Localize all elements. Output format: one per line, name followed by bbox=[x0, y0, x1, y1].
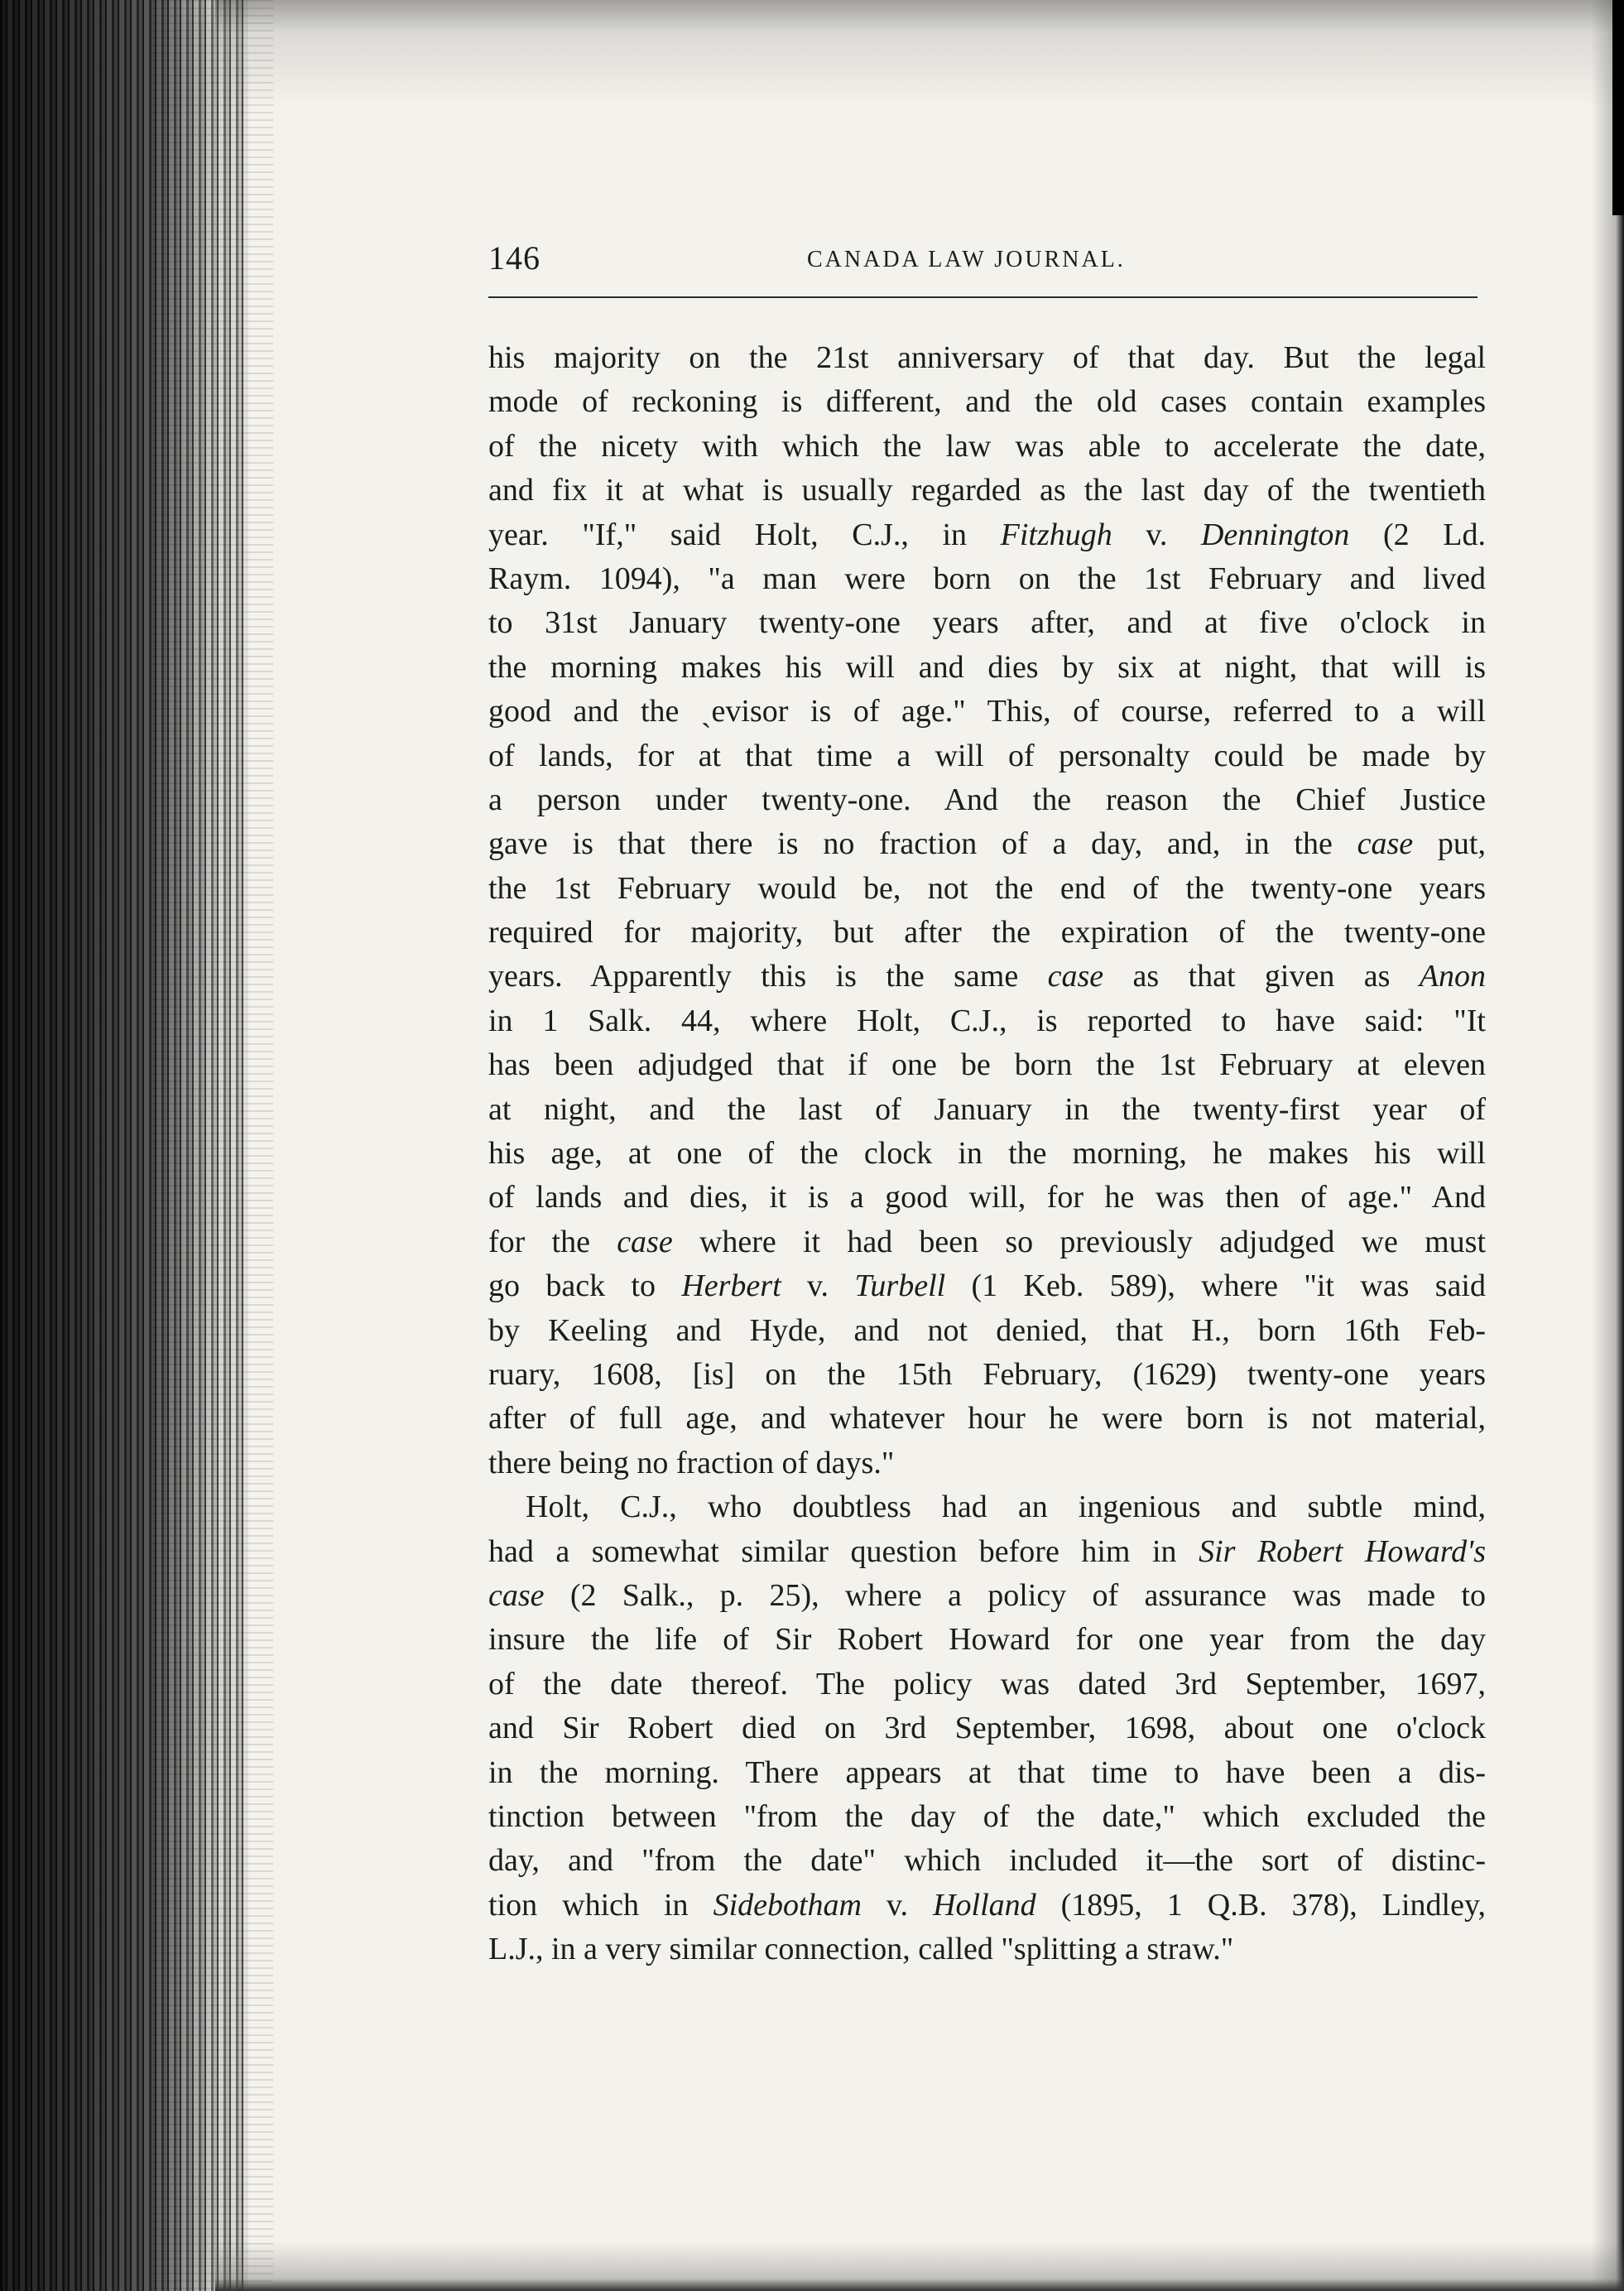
text-line: by Keeling and Hyde, and not denied, that H., born 16th Feb- bbox=[488, 1312, 1486, 1348]
text-line: day, and "from the date" which included it—the sort of distinc- bbox=[488, 1843, 1486, 1879]
text-line: his majority on the 21st anniversary of that day. But the legal bbox=[488, 340, 1486, 375]
text-line: tion which in Sidebotham v. Holland (1895, 1 Q.B. 378), Lindley, bbox=[488, 1887, 1486, 1923]
right-top-edge bbox=[1612, 0, 1624, 215]
right-edge-shadow bbox=[1591, 0, 1624, 2291]
text-line: ruary, 1608, [is] on the 15th February, (1629) twenty-one years bbox=[488, 1356, 1486, 1392]
text-line: insure the life of Sir Robert Howard for one year from the day bbox=[488, 1622, 1486, 1658]
page-header bbox=[488, 233, 1477, 283]
text-line: L.J., in a very similar connection, called "splitting a straw." bbox=[488, 1932, 1234, 1967]
text-line: required for majority, but after the expiration of the twenty-one bbox=[488, 915, 1486, 951]
text-line: of the date thereof. The policy was dated 3rd September, 1697, bbox=[488, 1666, 1486, 1701]
text-line: his age, at one of the clock in the morning, he makes his will bbox=[488, 1136, 1486, 1172]
header-rule bbox=[488, 296, 1477, 298]
text-line: of lands and dies, it is a good will, for he was then of age." And bbox=[488, 1180, 1486, 1215]
top-edge-shadow bbox=[215, 0, 1624, 108]
text-line: case (2 Salk., p. 25), where a policy of assurance was made to bbox=[488, 1577, 1486, 1613]
text-line: of the nicety with which the law was able to accelerate the date, bbox=[488, 428, 1486, 464]
text-line: mode of reckoning is different, and the old cases contain examples bbox=[488, 384, 1486, 420]
text-line: had a somewhat similar question before him in Sir Robert Howard's bbox=[488, 1533, 1486, 1569]
text-line: a person under twenty-one. And the reason the Chief Justice bbox=[488, 782, 1486, 817]
text-line: tinction between "from the day of the date," which excluded the bbox=[488, 1798, 1486, 1834]
text-line: to 31st January twenty-one years after, and at five o'clock in bbox=[488, 605, 1486, 641]
text-line: the morning makes his will and dies by six at night, that will is bbox=[488, 649, 1486, 685]
text-line: for the case where it had been so previously adjudged we must bbox=[488, 1224, 1486, 1259]
text-line: and fix it at what is usually regarded as the last day of the twentieth bbox=[488, 473, 1486, 508]
text-line: Raym. 1094), "a man were born on the 1st February and lived bbox=[488, 561, 1486, 596]
text-line: in 1 Salk. 44, where Holt, C.J., is reported to have said: "It bbox=[488, 1003, 1486, 1038]
text-line: gave is that there is no fraction of a day, and, in the case put, bbox=[488, 826, 1486, 862]
bottom-edge-shadow bbox=[215, 2241, 1624, 2291]
text-line: at night, and the last of January in the twenty-first year of bbox=[488, 1091, 1486, 1127]
page-number: 146 bbox=[488, 239, 541, 277]
running-head: CANADA LAW JOURNAL. bbox=[807, 247, 1126, 272]
text-line: the 1st February would be, not the end of the twenty-one years bbox=[488, 870, 1486, 906]
text-line: has been adjudged that if one be born the 1st February at eleven bbox=[488, 1047, 1486, 1083]
text-line: and Sir Robert died on 3rd September, 1698, about one o'clock bbox=[488, 1711, 1486, 1746]
text-line: of lands, for at that time a will of personalty could be made by bbox=[488, 738, 1486, 773]
binding-speckle bbox=[149, 0, 273, 2291]
text-line: in the morning. There appears at that time to have been a dis- bbox=[488, 1754, 1486, 1790]
text-line: good and the ˏevisor is of age." This, of course, referred to a will bbox=[488, 694, 1486, 729]
body-text bbox=[488, 336, 1486, 1971]
text-line: years. Apparently this is the same case as that given as Anon bbox=[488, 959, 1486, 994]
text-line: there being no fraction of days." bbox=[488, 1445, 895, 1480]
text-line: year. "If," said Holt, C.J., in Fitzhugh v. Dennington (2 Ld. bbox=[488, 517, 1486, 552]
text-line: Holt, C.J., who doubtless had an ingenious and subtle mind, bbox=[526, 1490, 1486, 1525]
text-line: go back to Herbert v. Turbell (1 Keb. 589), where "it was said bbox=[488, 1268, 1486, 1304]
text-line: after of full age, and whatever hour he were born is not material, bbox=[488, 1401, 1486, 1437]
